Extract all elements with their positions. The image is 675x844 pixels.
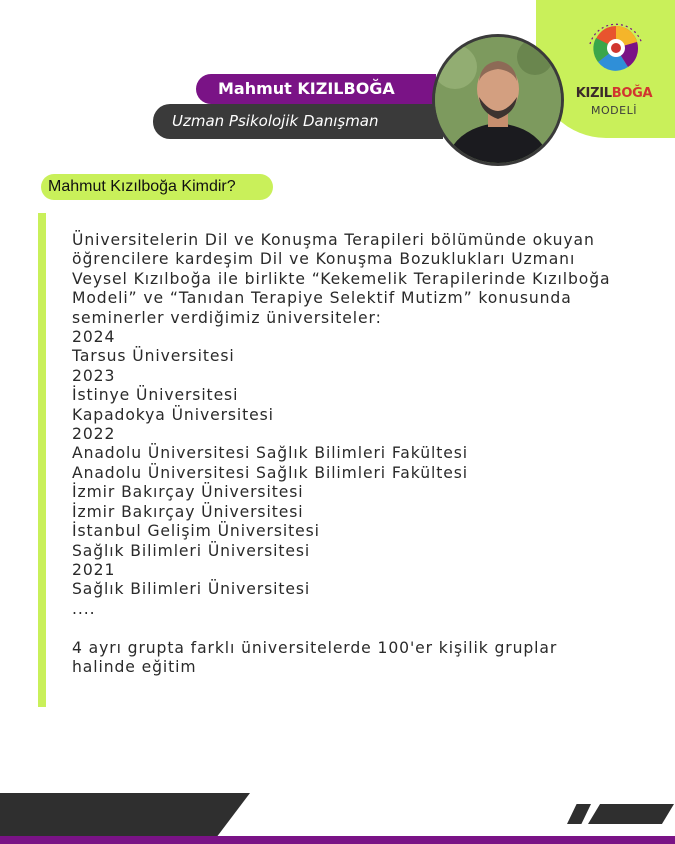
body-line: 2021 (72, 560, 116, 579)
logo-word-part2: BOĞA (611, 86, 653, 101)
body-line: İzmir Bakırçay Üniversitesi (72, 502, 304, 521)
body-line: İstanbul Gelişim Üniversitesi (72, 522, 320, 541)
body-line: Modeli” ve “Tanıdan Terapiye Selektif Mutizm” konusunda (72, 289, 572, 308)
body-line: seminerler verdiğimiz üniversiteler: (72, 308, 382, 327)
logo-subtitle: MODELİ (591, 104, 637, 117)
profile-photo-illustration (435, 37, 561, 163)
body-line: Üniversitelerin Dil ve Konuşma Terapileri bölümünde okuyan (72, 231, 595, 249)
footer-purple-band (0, 836, 675, 844)
profile-photo (432, 34, 564, 166)
footer-stripe-large (588, 804, 674, 824)
body-line: İzmir Bakırçay Üniversitesi (72, 483, 304, 502)
body-line: öğrencilere kardeşim Dil ve Konuşma Bozuklukları Uzmanı (72, 250, 576, 269)
logo-word-part1: KIZIL (575, 86, 612, 101)
body-line: Tarsus Üniversitesi (72, 347, 235, 366)
body-line: 2024 (72, 328, 116, 347)
person-name: Mahmut KIZILBOĞA (218, 79, 395, 98)
section-heading: Mahmut Kızılboğa Kimdir? (48, 178, 236, 195)
footer-dark-band (0, 793, 250, 836)
body-line: 4 ayrı grupta farklı üniversitelerde 100'er kişilik gruplar (72, 638, 558, 657)
footer-stripe-small (567, 804, 591, 824)
left-accent-bar (38, 213, 46, 707)
body-line: Sağlık Bilimleri Üniversitesi (72, 580, 311, 599)
body-line: Sağlık Bilimleri Üniversitesi (72, 541, 311, 560)
body-line: İstinye Üniversitesi (72, 386, 239, 405)
body-line: 2022 (72, 425, 116, 444)
body-line: Anadolu Üniversitesi Sağlık Bilimleri Fakültesi (72, 463, 468, 482)
body-line: Veysel Kızılboğa ile birlikte “Kekemelik Terapilerinde Kızılboğa (72, 269, 611, 288)
person-title: Uzman Psikolojik Danışman (172, 112, 379, 130)
kizilboga-logo-icon (580, 10, 652, 82)
body-line: Anadolu Üniversitesi Sağlık Bilimleri Fakültesi (72, 444, 468, 463)
body-line (72, 619, 652, 638)
body-line: halinde eğitim (72, 657, 197, 676)
body-text (72, 231, 652, 677)
body-line: .... (72, 599, 96, 618)
body-line: 2023 (72, 366, 116, 385)
logo-wordmark (568, 86, 660, 101)
body-line: Kapadokya Üniversitesi (72, 405, 274, 424)
